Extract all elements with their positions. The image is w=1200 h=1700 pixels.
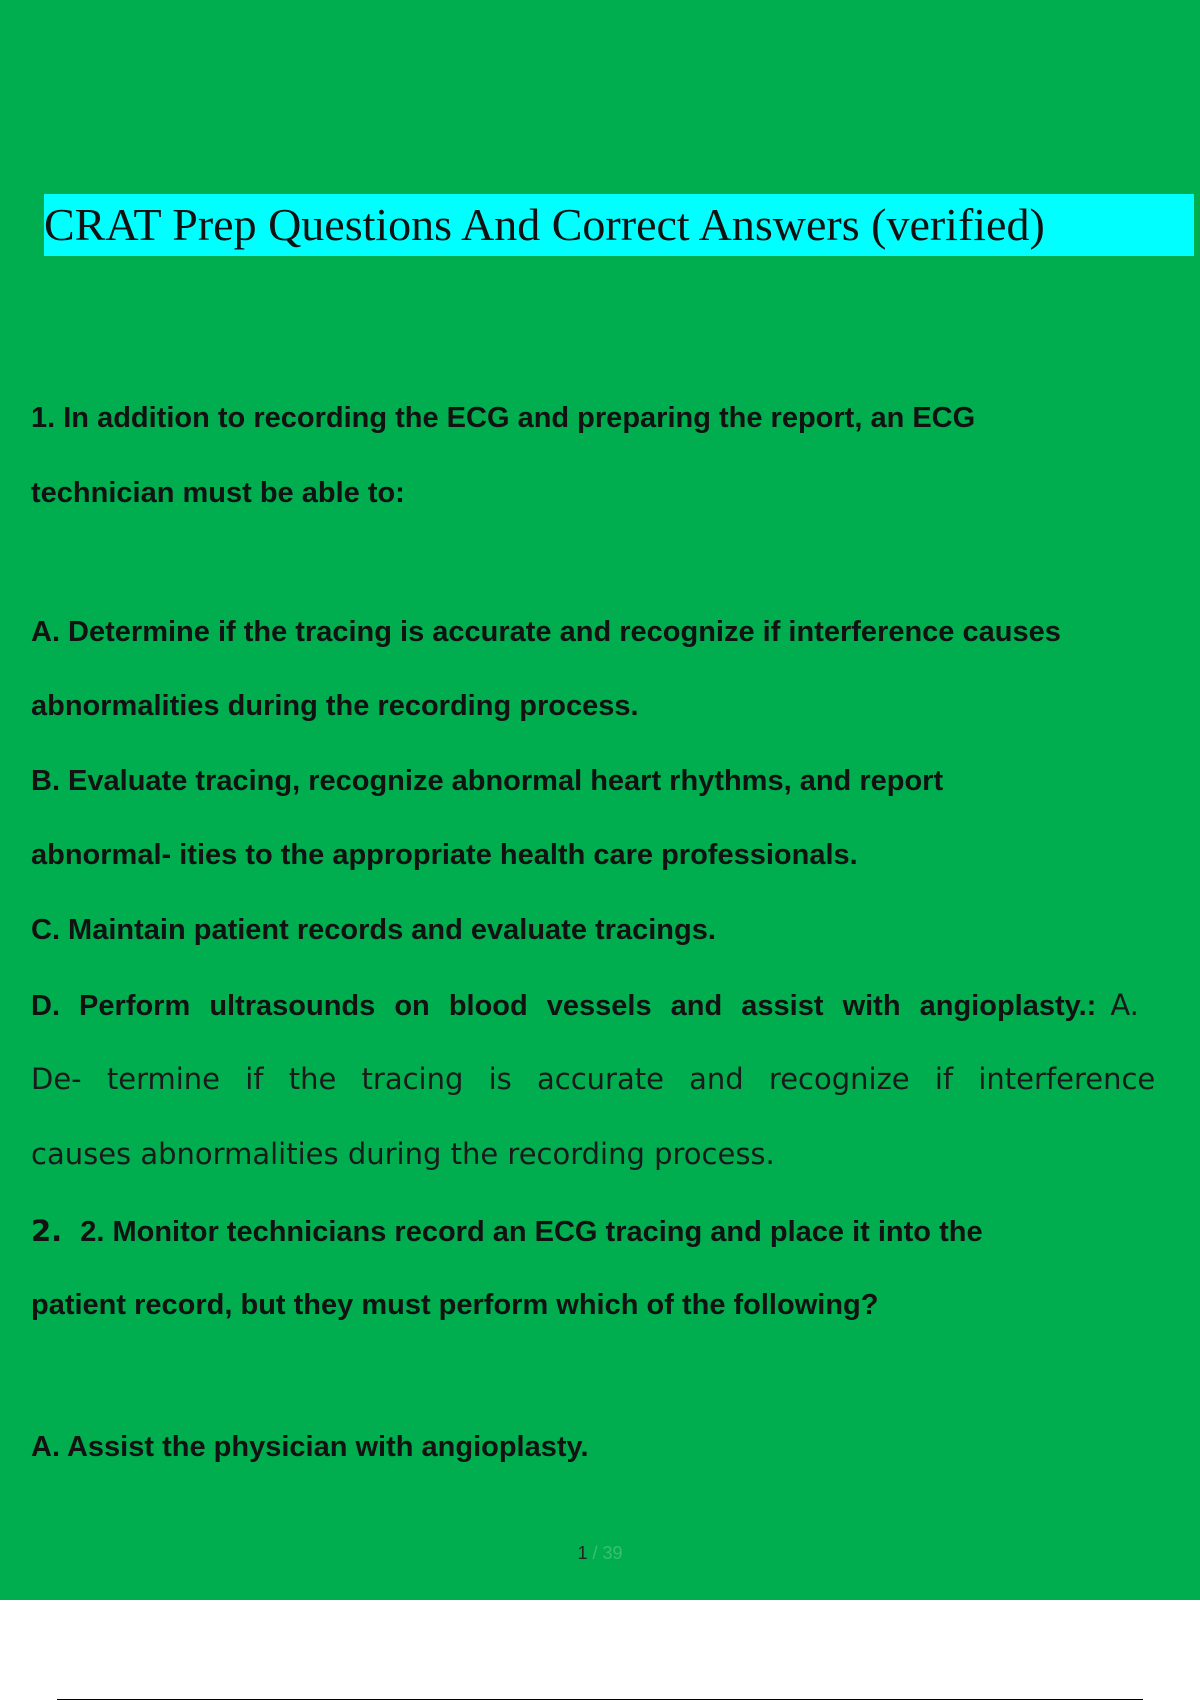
question-2-option-a: A. Assist the physician with angioplasty. (31, 1431, 589, 1463)
question-1-answer-line-2: De- termine if the tracing is accurate and recognize if interference (31, 1062, 1156, 1096)
question-1-option-b-line-1: B. Evaluate tracing, recognize abnormal heart rhythms, and report (31, 765, 944, 797)
question-1-option-a-line-2: abnormalities during the recording process. (31, 690, 639, 722)
question-1-text-line-2: technician must be able to: (31, 477, 405, 509)
question-2-text-line-2: patient record, but they must perform which of the following? (31, 1289, 879, 1321)
document-title: CRAT Prep Questions And Correct Answers (verified) (44, 199, 1045, 250)
page-indicator (540, 1543, 660, 1564)
question-1-option-c: C. Maintain patient records and evaluate tracings. (31, 914, 716, 946)
question-1-option-b-line-2: abnormal- ities to the appropriate health care professionals. (31, 839, 858, 871)
question-1-option-a-line-1: A. Determine if the tracing is accurate and recognize if interference causes (31, 616, 1061, 648)
question-1-answer-line-3: causes abnormalities during the recording process. (31, 1137, 775, 1171)
question-2-number: 2. (31, 1214, 63, 1248)
page-current: 1 (577, 1543, 588, 1563)
question-1-option-d: D. Perform ultrasounds on blood vessels and assist with angioplasty.: (31, 990, 1097, 1022)
question-2-text-line-1: 2. Monitor technicians record an ECG tracing and place it into the (80, 1216, 983, 1248)
question-1-answer-start: A. (1110, 988, 1139, 1022)
question-1-option-d-line (31, 985, 1191, 1025)
question-2-text-line-1-row (31, 1211, 1191, 1251)
page-total: 39 (602, 1543, 623, 1563)
title-highlight (44, 194, 1194, 256)
question-1-text-line-1: 1. In addition to recording the ECG and preparing the report, an ECG (31, 402, 976, 434)
page-separator: / (587, 1543, 603, 1563)
